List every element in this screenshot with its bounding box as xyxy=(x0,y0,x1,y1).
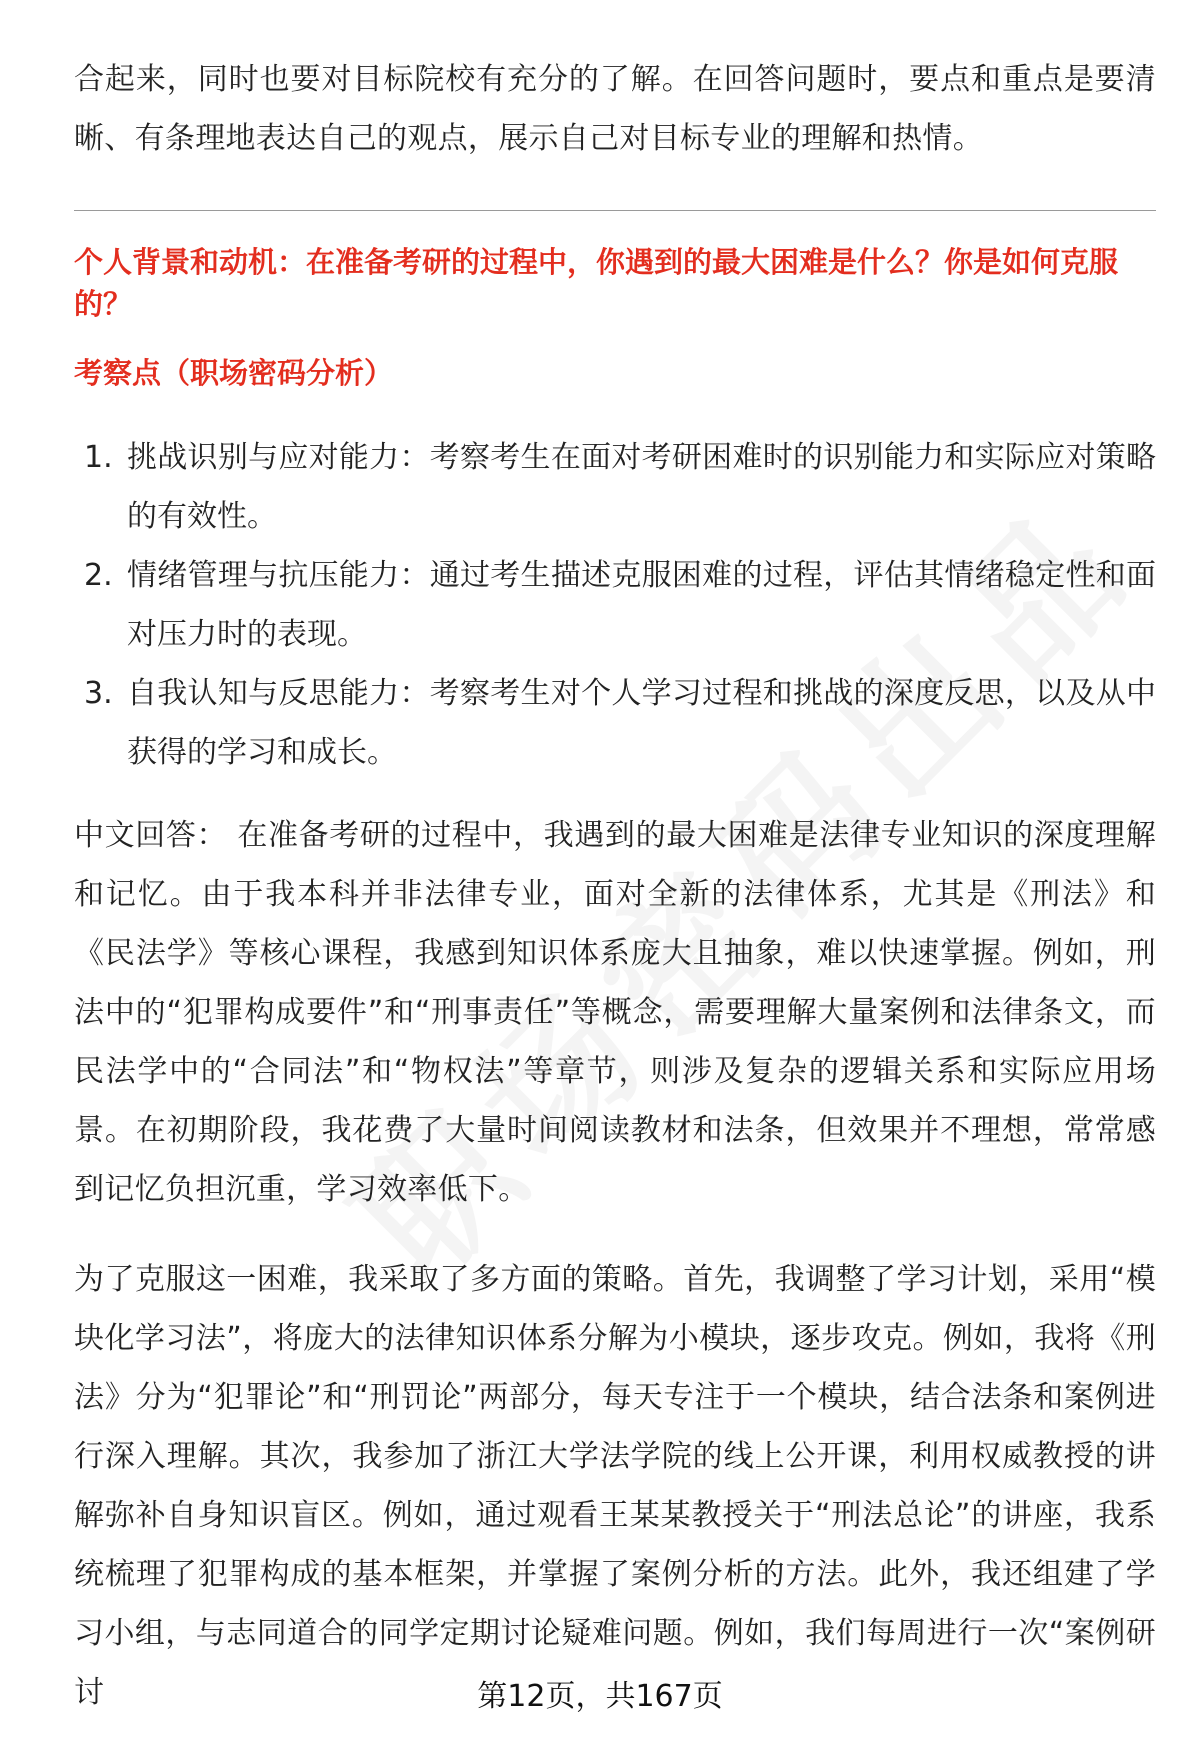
list-item xyxy=(74,546,1156,664)
list-item xyxy=(74,664,1156,782)
question-heading: 个人背景和动机：在准备考研的过程中，你遇到的最大困难是什么？你是如何克服的？ xyxy=(74,245,1119,321)
page-content xyxy=(74,50,1156,1722)
answer-paragraph-2: 为了克服这一困难，我采取了多方面的策略。首先，我调整了学习计划，采用“模块化学习法”，将庞大的法律知识体系分解为小模块，逐步攻克。例如，我将《刑法》分为“犯罪论”和“刑罚论”两部分，每天专注于一个模块，结合法条和案例进行深入理解。其次，我参加了浙江大学法学院的线上公开课，利用权威教授的讲解弥补自身知识盲区。例如，通过观看王某某教授关于“刑法总论”的讲座，我系统梳理了犯罪构成的基本框架，并掌握了案例分析的方法。此外，我还组建了学习小组，与志同道合的同学定期讨论疑难问题。例如，我们每周进行一次“案例研讨 xyxy=(74,1262,1156,1710)
list-item xyxy=(74,428,1156,546)
list-text: 情绪管理与抗压能力：通过考生描述克服困难的过程，评估其情绪稳定性和面对压力时的表现。 xyxy=(127,558,1156,652)
list-text: 自我认知与反思能力：考察考生对个人学习过程和挑战的深度反思，以及从中获得的学习和成长。 xyxy=(127,676,1156,770)
list-number: 1. xyxy=(84,440,113,475)
list-number: 2. xyxy=(84,558,113,593)
list-text: 挑战识别与应对能力：考察考生在面对考研困难时的识别能力和实际应对策略的有效性。 xyxy=(127,440,1156,534)
page-number-footer: 第12页，共167页 xyxy=(477,1679,723,1714)
intro-paragraph: 合起来，同时也要对目标院校有充分的了解。在回答问题时，要点和重点是要清晰、有条理地表达自己的观点，展示自己对目标专业的理解和热情。 xyxy=(74,62,1156,156)
section-divider xyxy=(74,210,1156,211)
analysis-list xyxy=(74,428,1156,782)
list-number: 3. xyxy=(84,676,113,711)
answer-paragraph-1: 中文回答： 在准备考研的过程中，我遇到的最大困难是法律专业知识的深度理解和记忆。由于我本科并非法律专业，面对全新的法律体系，尤其是《刑法》和《民法学》等核心课程，我感到知识体系庞大且抽象，难以快速掌握。例如，刑法中的“犯罪构成要件”和“刑事责任”等概念，需要理解大量案例和法律条文，而民法学中的“合同法”和“物权法”等章节，则涉及复杂的逻辑关系和实际应用场景。在初期阶段，我花费了大量时间阅读教材和法条，但效果并不理想，常常感到记忆负担沉重，学习效率低下。 xyxy=(74,818,1156,1207)
analysis-heading: 考察点（职场密码分析） xyxy=(74,356,394,390)
